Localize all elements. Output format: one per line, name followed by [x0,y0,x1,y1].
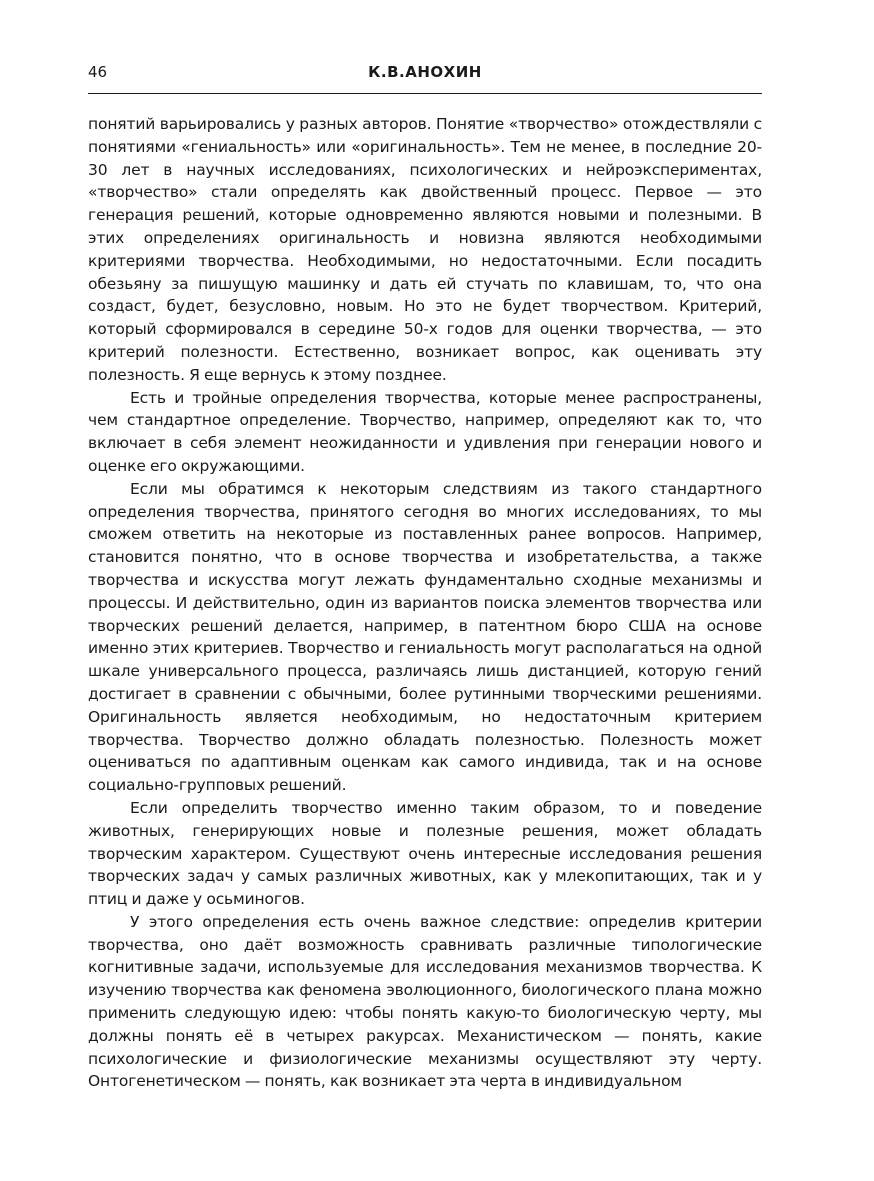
paragraph-1: понятий варьировались у разных авторов. Понятие «творчество» отождествляли с понятиями «гениальность» или «оригинальность». Тем не менее, в последние 20-30 лет в научных исследованиях, психологических и нейроэкспериментах, «творчество» стали определять как двойственный процесс. Первое — это генерация решений, которые одновременно являются новыми и полезными. В этих определениях оригинальность и новизна являются необходимыми критериями творчества. Необходимыми, но недостаточными. Если посадить обезьяну за пишущую машинку и дать ей стучать по клавишам, то, что она создаст, будет, безусловно, новым. Но это не будет творчеством. Критерий, который сформировался в середине 50-х годов для оценки творчества, — это критерий полезности. Естественно, возникает вопрос, как оценивать эту полезность. Я еще вернусь к этому позднее. [88,115,762,384]
paragraph-4: Если определить творчество именно таким образом, то и поведение животных, генерирующих новые и полезные решения, может обладать творческим характером. Существуют очень интересные исследования решения творческих задач у самых различных животных, как у млекопитающих, так и у птиц и даже у осьминогов. [88,798,762,909]
running-title: К.В.АНОХИН [368,63,482,81]
paragraph-5: У этого определения есть очень важное следствие: определив критерии творчества, оно даёт возможность сравнивать различные типологические когнитивные задачи, используемые для исследования механизмов творчества. К изучению творчества как феномена эволюционного, биологического плана можно применить следующую идею: чтобы понять какую-то биологическую черту, мы должны понять её в четырех ракурсах. Механистическом — понять, какие психологические и физиологические механизмы осуществляют эту черту. Онтогенетическом — понять, как возникает эта черта в индивидуальном [88,912,762,1091]
page-number: 46 [88,63,108,81]
body-text [88,113,762,1093]
paragraph-3: Если мы обратимся к некоторым следствиям из такого стандартного определения творчества, принятого сегодня во многих исследованиях, то мы сможем ответить на некоторые из поставленных ранее вопросов. Например, становится понятно, что в основе творчества и изобретательства, а также творчества и искусства могут лежать фундаментально сходные механизмы и процессы. И действительно, один из вариантов поиска элементов творчества или творческих решений делается, например, в патентном бюро США на основе именно этих критериев. Творчество и гениальность могут располагаться на одной шкале универсального процесса, различаясь лишь дистанцией, которую гений достигает в сравнении с обычными, более рутинными творческими решениями. Оригинальность является необходимым, но недостаточным критерием творчества. Творчество должно обладать полезностью. Полезность может оцениваться по адаптивным оценкам как самого индивида, так и на основе социально-групповых решений. [88,479,762,795]
header-divider [88,93,762,94]
paragraph-2: Есть и тройные определения творчества, которые менее распространены, чем стандартное определение. Творчество, например, определяют как то, что включает в себя элемент неожиданности и удивления при генерации нового и оценке его окружающими. [88,388,762,475]
running-header [88,60,762,84]
